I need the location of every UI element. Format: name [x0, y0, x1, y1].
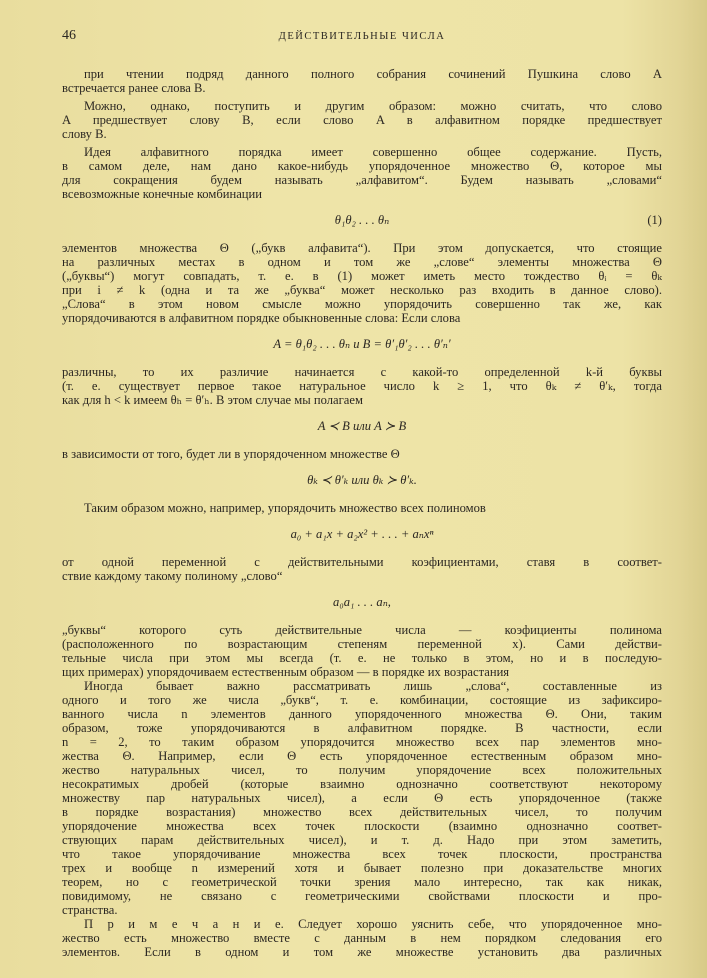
- equation-text: a₀ + a₁x + a₂x² + . . . + aₙxⁿ: [290, 527, 434, 541]
- text-line: Можно, однако, поступить и другим образом: можно считать, что слово: [84, 99, 662, 113]
- text-line: (расположенного по возрастающим степеням переменной x). Сами действи-: [62, 637, 662, 651]
- text-line: „Слова“ в этом новом смысле можно упорядочить совершенно так же, как: [62, 297, 662, 311]
- text-line: ствие каждому такому полиному „слово“: [62, 569, 283, 583]
- text-line: встречается ранее слова B.: [62, 81, 206, 95]
- text-line: несократимых дробей (которые взаимно однозначно соответствуют некоторому: [62, 777, 662, 791]
- text-line: повидимому, не связано с геометрическими свойствами плоскости и про-: [62, 889, 662, 903]
- text-line: жество есть множество вместе с данным в нем порядком следования его: [62, 931, 662, 945]
- text-line: A предшествует слову B, если слово A в алфавитном порядке предшествует: [62, 113, 662, 127]
- text-line: слову B.: [62, 127, 107, 141]
- equation: [62, 419, 662, 433]
- equation-text: a₀a₁ . . . aₙ,: [333, 595, 391, 609]
- running-header: [62, 28, 662, 44]
- text-line: на различных местах в одном и том же „слове“ элементы множества Θ: [62, 255, 662, 269]
- equation: [62, 473, 662, 487]
- text-line: упорядочение множества всех точек плоскости (взаимно однозначно соответ-: [62, 819, 662, 833]
- text-line: в самом деле, нам дано какое-нибудь упорядоченное множество Θ, которое мы: [62, 159, 662, 173]
- text-line: тельные числа при этом мы всегда (т. е. не только в этом, но и в последую-: [62, 651, 662, 665]
- text-line: щих примерах) упорядочиваем естественным образом — в порядке их возрастания: [62, 665, 510, 679]
- equation: [62, 213, 662, 227]
- text-line: образом, тоже упорядочиваются в алфавитном порядке. В частности, если: [62, 721, 662, 735]
- text-line: ствующих парам действительных чисел), и т. д. Надо при этом заметить,: [62, 833, 662, 847]
- text-line: теорем, но с геометрической точки зрения мало интересно, так как никак,: [62, 875, 662, 889]
- text-line: элементов множества Θ („букв алфавита“). При этом допускается, что стоящие: [62, 241, 662, 255]
- text-line: Иногда бывает важно рассматривать лишь „слова“, составленные из: [84, 679, 662, 693]
- equation-number: (1): [647, 213, 662, 227]
- text-line: в порядке возрастания) множество всех действительных чисел, то получим: [62, 805, 662, 819]
- text-line: что такое упорядочивание множества всех точек плоскости, пространства: [62, 847, 662, 861]
- equation-text: θₖ ≺ θ′ₖ или θₖ ≻ θ′ₖ.: [307, 473, 417, 487]
- text-line: „буквы“ которого суть действительные числа — коэфициенты полинома: [62, 623, 662, 637]
- text-line: при i ≠ k (одна и та же „буква“ может несколько раз входить в данное слово).: [62, 283, 662, 297]
- text-line: Идея алфавитного порядка имеет совершенно общее содержание. Пусть,: [84, 145, 662, 159]
- text-line: жество натуральных чисел, то получим упорядочение всех положительных: [62, 763, 662, 777]
- text-line: n = 2, то таким образом упорядочится множество всех пар элементов мно-: [62, 735, 662, 749]
- text-line: странства.: [62, 903, 118, 917]
- text-line: Таким образом можно, например, упорядочить множество всех полиномов: [84, 501, 486, 515]
- text-line: для сокращения будем называть „алфавитом“. Будем называть „словами“: [62, 173, 662, 187]
- equation-text: θ₁θ₂ . . . θₙ: [334, 213, 390, 227]
- text-line: различны, то их различие начинается с какой-то определенной k-й буквы: [62, 365, 662, 379]
- text-line: в зависимости от того, будет ли в упорядоченном множестве Θ: [62, 447, 400, 461]
- text-line: ванного числа n элементов данного упорядоченного множества Θ. Они, таким: [62, 707, 662, 721]
- text-line: („буквы“) могут совпадать, т. е. в (1) может иметь место тождество θᵢ = θₖ: [62, 269, 662, 283]
- body-text: [62, 63, 662, 959]
- text-line: одного и того же числа „букв“, т. е. комбинации, состоящие из зафиксиро-: [62, 693, 662, 707]
- text-line: упорядочиваются в алфавитном порядке обыкновенные слова: Если слова: [62, 311, 461, 325]
- text-line: элементов. Если в одном и том же множестве установить два различных: [62, 945, 662, 959]
- equation-text: A = θ₁θ₂ . . . θₙ и B = θ′₁θ′₂ . . . θ′ₙ′: [273, 337, 451, 351]
- running-title: ДЕЙСТВИТЕЛЬНЫЕ ЧИСЛА: [278, 31, 446, 42]
- text-line: (т. е. существует первое такое натуральное число k ≥ 1, что θₖ ≠ θ′ₖ, тогда: [62, 379, 662, 393]
- text-line: всевозможные конечные комбинации: [62, 187, 263, 201]
- text-line: множеству пар натуральных чисел), а если Θ есть упорядоченное (также: [62, 791, 662, 805]
- equation: [62, 337, 662, 351]
- equation: [62, 527, 662, 541]
- equation-text: A ≺ B или A ≻ B: [317, 419, 407, 433]
- text-line: от одной переменной с действительными коэфициентами, ставя в соответ-: [62, 555, 662, 569]
- page-number: 46: [62, 28, 76, 43]
- text-line: трех и вообще n измерений хотя и бывает полезно при доказательстве многих: [62, 861, 662, 875]
- equation: [62, 595, 662, 609]
- text-line: П р и м е ч а н и е. Следует хорошо уяснить себе, что упорядоченное мно-: [84, 917, 662, 931]
- text-line: при чтении подряд данного полного собрания сочинений Пушкина слово A: [84, 67, 662, 81]
- text-line: жества Θ. Например, если Θ есть упорядоченное естественным образом мно-: [62, 749, 662, 763]
- text-line: как для h < k имеем θₕ = θ′ₕ. В этом случае мы полагаем: [62, 393, 363, 407]
